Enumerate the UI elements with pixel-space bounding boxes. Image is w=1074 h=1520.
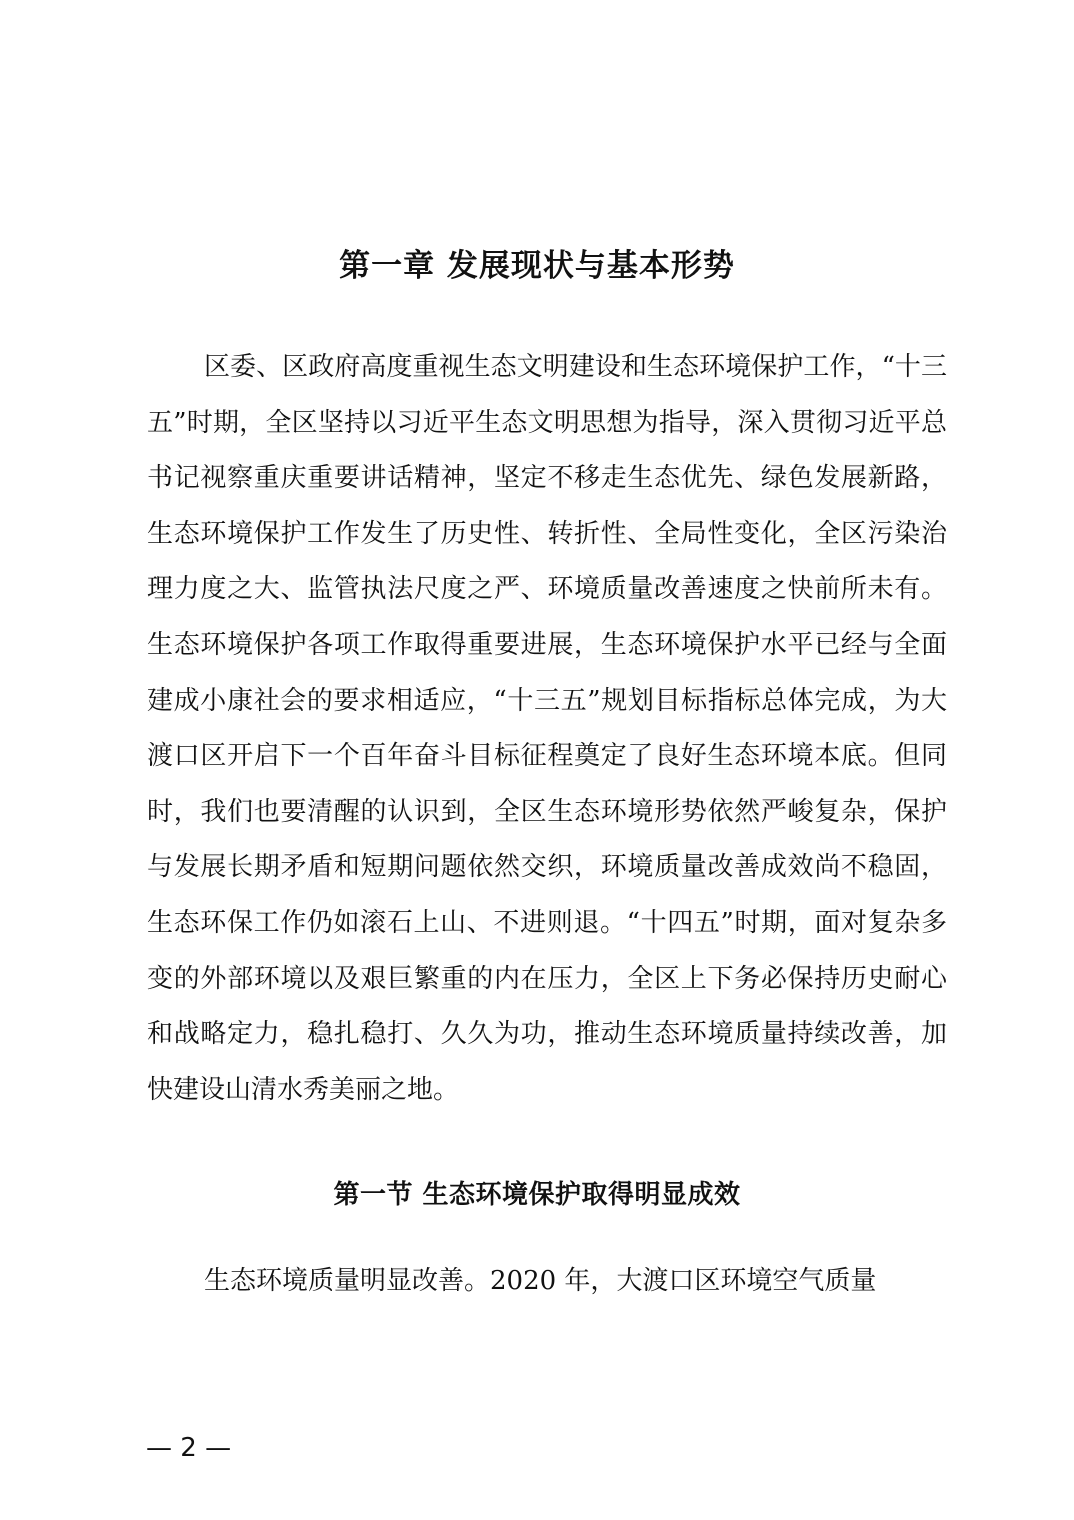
chapter-title: 第一章 发展现状与基本形势 <box>339 248 735 284</box>
body-paragraph: 生态环境质量明显改善。2020 年，大渡口区环境空气质量 <box>204 1266 877 1296</box>
section-title: 第一节 生态环境保护取得明显成效 <box>333 1180 741 1210</box>
body-paragraph: 区委、区政府高度重视生态文明建设和生态环境保护工作，“十三五”时期，全区坚持以习近平生态文明思想为指导，深入贯彻习近平总书记视察重庆重要讲话精神，坚定不移走生态优先、绿色发展新路，生态环境保护工作发生了历史性、转折性、全局性变化，全区污染治理力度之大、监管执法尺度之严、环境质量改善速度之快前所未有。生态环境保护各项工作取得重要进展，生态环境保护水平已经与全面建成小康社会的要求相适应，“十三五”规划目标指标总体完成，为大渡口区开启下一个百年奋斗目标征程奠定了良好生态环境本底。但同时，我们也要清醒的认识到，全区生态环境形势依然严峻复杂，保护与发展长期矛盾和短期问题依然交织，环境质量改善成效尚不稳固，生态环保工作仍如滚石上山、不进则退。“十四五”时期，面对复杂多变的外部环境以及艰巨繁重的内在压力，全区上下务必保持历史耐心和战略定力，稳扎稳打、久久为功，推动生态环境质量持续改善，加快建设山清水秀美丽之地。 <box>147 352 947 1105</box>
page-number: — 2 — <box>146 1433 232 1463</box>
